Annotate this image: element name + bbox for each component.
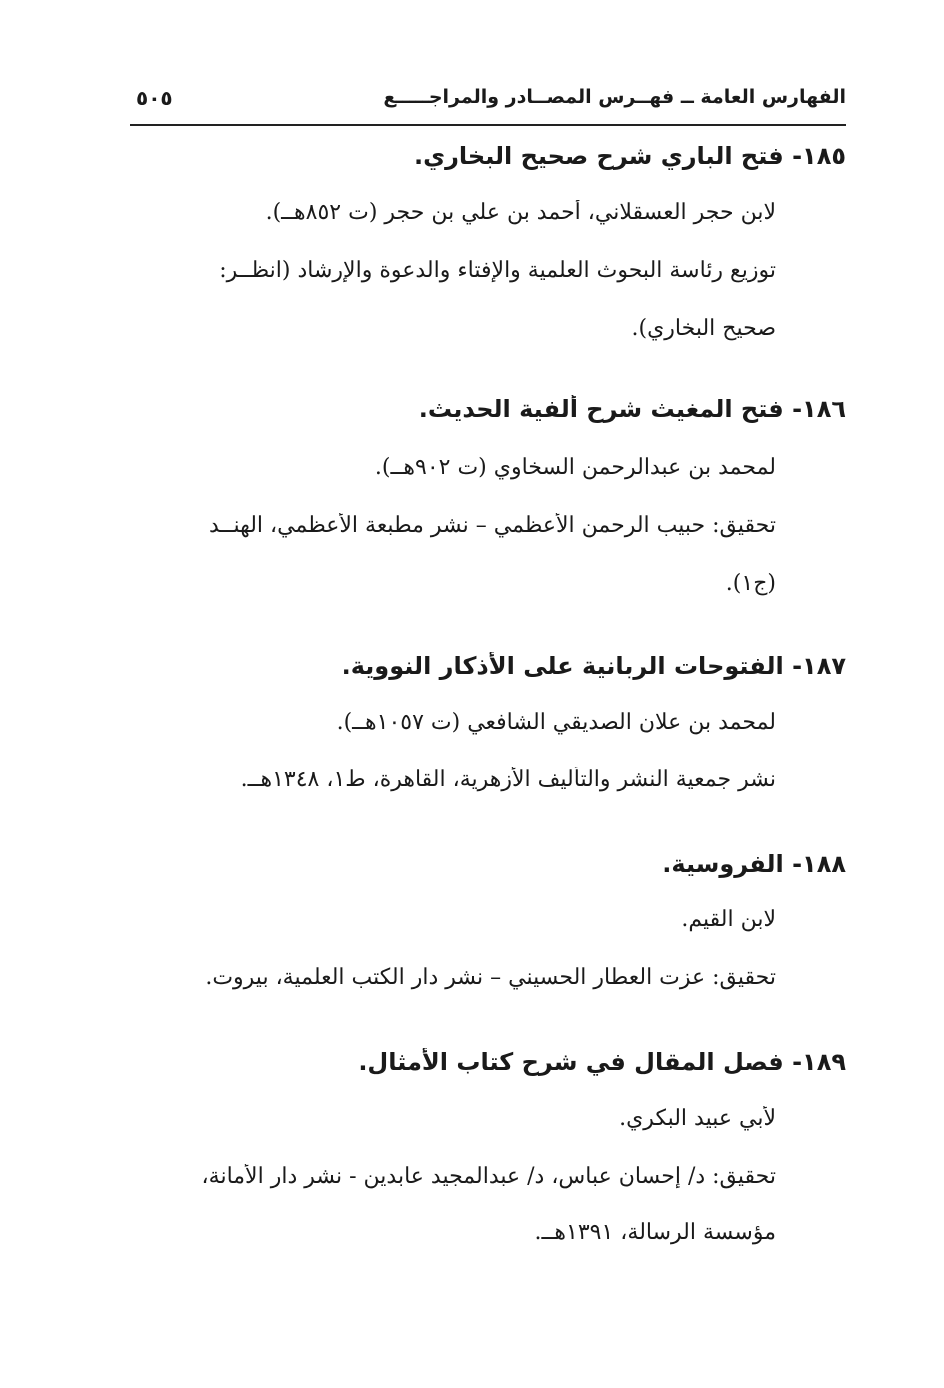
- entry-line: لمحمد بن عبدالرحمن السخاوي (ت ٩٠٢هــ).: [374, 455, 776, 480]
- entry-line: لأبي عبيد البكري.: [619, 1106, 776, 1131]
- entry-title: ١٨٨- الفروسية.: [662, 850, 846, 878]
- entry-line: تحقيق: حبيب الرحمن الأعظمي – نشر مطبعة الأعظمي، الهنــد: [209, 513, 776, 538]
- running-title: الفهارس العامة ــ فهــرس المصــادر والمراجـــــع: [383, 86, 846, 108]
- entry-line: (ج١).: [725, 571, 776, 596]
- entry-line: توزيع رئاسة البحوث العلمية والإفتاء والدعوة والإرشاد (انظــر:: [219, 258, 776, 283]
- entry-title: ١٨٥- فتح الباري شرح صحيح البخاري.: [413, 142, 846, 170]
- entry-title: ١٨٩- فصل المقال في شرح كتاب الأمثال.: [358, 1048, 846, 1076]
- entry-line: لابن حجر العسقلاني، أحمد بن علي بن حجر (ت ٨٥٢هــ).: [265, 200, 776, 225]
- entry-line: تحقيق: عزت العطار الحسيني – نشر دار الكتب العلمية، بيروت.: [205, 965, 776, 990]
- entry-line: لمحمد بن علان الصديقي الشافعي (ت ١٠٥٧هــ).: [336, 710, 776, 735]
- entry-line: مؤسسة الرسالة، ١٣٩١هــ.: [534, 1220, 776, 1245]
- bibliography-list: [130, 0, 846, 1388]
- entry-title: ١٨٧- الفتوحات الربانية على الأذكار النووية.: [341, 652, 846, 680]
- entry-line: نشر جمعية النشر والتأليف الأزهرية، القاهرة، ط١، ١٣٤٨هــ.: [240, 767, 776, 792]
- entry-line: لابن القيم.: [681, 907, 776, 932]
- entry-line: صحيح البخاري).: [631, 316, 776, 341]
- entry-line: تحقيق: د/ إحسان عباس، د/ عبدالمجيد عابدين - نشر دار الأمانة،: [201, 1164, 776, 1189]
- page-number: ٥٠٥: [136, 86, 173, 110]
- entry-title: ١٨٦- فتح المغيث شرح ألفية الحديث.: [418, 395, 846, 423]
